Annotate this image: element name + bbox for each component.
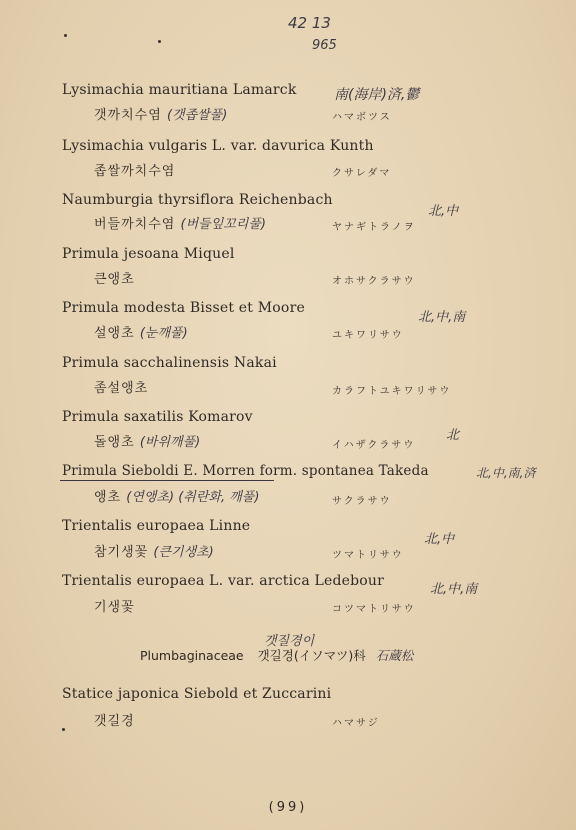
korean-name-note: (큰기생초) xyxy=(153,545,214,560)
entry-scientific-name: Statice japonica Siebold et Zuccarini xyxy=(62,686,332,702)
korean-name-text: 앵초 xyxy=(94,490,122,505)
entry-distribution-note: 南(海岸)済,鬱 xyxy=(334,87,420,103)
page-number: (99) xyxy=(268,800,308,815)
korean-name-text: 버들까치수염 xyxy=(94,217,176,232)
family-note: 石蔵松 xyxy=(375,648,414,663)
entry-scientific-name: Trientalis europaea L. var. arctica Ledebour xyxy=(62,573,385,589)
entry-korean-name xyxy=(94,486,259,505)
entry-distribution-note: 北,中,南 xyxy=(430,582,478,597)
header-annotation-line2: 965 xyxy=(312,38,337,53)
family-korean-name: 갯길경(イソマツ)科 xyxy=(257,648,366,663)
entry-distribution-note: 北,中 xyxy=(428,204,459,219)
entry-korean-name xyxy=(94,160,175,179)
entry-scientific-name: Primula Sieboldi E. Morren form. spontanea Takeda xyxy=(62,463,429,479)
korean-name-text: 갯까치수염 xyxy=(94,108,162,123)
entry-japanese-name: クサレダマ xyxy=(332,168,392,179)
korean-name-text: 참기생꽃 xyxy=(94,545,149,560)
entry-scientific-name: Lysimachia vulgaris L. var. davurica Kunth xyxy=(62,138,374,154)
handwritten-underline xyxy=(60,480,274,481)
entry-korean-name xyxy=(94,213,266,232)
entry-japanese-name: ツマトリサウ xyxy=(332,550,404,561)
korean-name-text: 설앵초 xyxy=(94,326,135,341)
entry-japanese-name: イハザクラサウ xyxy=(332,440,416,451)
korean-name-text: 기생꽃 xyxy=(94,600,135,615)
entry-scientific-name: Primula jesoana Miquel xyxy=(62,246,235,262)
entry-japanese-name: カラフトユキワリサウ xyxy=(332,386,452,397)
page-mark xyxy=(158,40,161,43)
entry-distribution-note: 北 xyxy=(446,428,460,443)
entry-japanese-name: コツマトリサウ xyxy=(332,604,416,615)
family-heading xyxy=(140,646,413,664)
page-mark xyxy=(64,34,67,37)
entry-distribution-note: 北,中,南 xyxy=(418,310,466,325)
korean-name-note: (갯좁쌀풀) xyxy=(166,108,228,123)
entry-japanese-name: ユキワリサウ xyxy=(332,330,404,341)
entry-japanese-name: ヤナギトラノヲ xyxy=(332,222,416,233)
entry-scientific-name: Primula sacchalinensis Nakai xyxy=(62,355,277,371)
entry-korean-name xyxy=(94,596,135,615)
entry-scientific-name: Naumburgia thyrsiflora Reichenbach xyxy=(62,192,333,208)
entry-japanese-name: サクラサウ xyxy=(332,496,392,507)
header-annotation-line1: 42 13 xyxy=(288,14,331,32)
entry-japanese-name: ハマサジ xyxy=(332,718,380,729)
entry-scientific-name: Lysimachia mauritiana Lamarck xyxy=(62,82,297,98)
entry-korean-name xyxy=(94,377,148,396)
korean-name-note: (눈깨풀) xyxy=(139,326,188,341)
korean-name-text: 좁쌀까치수염 xyxy=(94,164,176,179)
entry-korean-name xyxy=(94,431,200,450)
korean-name-note: (버들잎꼬리풀) xyxy=(180,217,266,232)
family-name: Plumbaginaceae xyxy=(140,648,244,663)
entry-korean-name: 갯길경 xyxy=(94,714,135,729)
entry-korean-name xyxy=(94,104,227,123)
entry-scientific-name: Primula modesta Bisset et Moore xyxy=(62,300,305,316)
entry-korean-name xyxy=(94,268,135,287)
family-korean-handwritten: 갯질경이 xyxy=(264,634,315,649)
korean-name-text: 돌앵초 xyxy=(94,435,135,450)
page-mark xyxy=(62,728,65,731)
korean-name-text: 좀설앵초 xyxy=(94,381,149,396)
entry-distribution-note: 北,中,南,済 xyxy=(476,466,536,480)
entry-japanese-name: オホサクラサウ xyxy=(332,276,416,287)
entry-scientific-name: Trientalis europaea Linne xyxy=(62,518,251,534)
korean-name-note: (바위깨풀) xyxy=(139,435,201,450)
entry-japanese-name: ハマボツス xyxy=(332,112,392,123)
entry-scientific-name: Primula saxatilis Komarov xyxy=(62,409,253,425)
entry-korean-name xyxy=(94,322,188,341)
korean-name-note: (연앵초) (취란화, 깨풀) xyxy=(126,490,260,505)
entry-distribution-note: 北,中 xyxy=(424,532,455,547)
entry-korean-name xyxy=(94,541,214,560)
korean-name-text: 큰앵초 xyxy=(94,272,135,287)
